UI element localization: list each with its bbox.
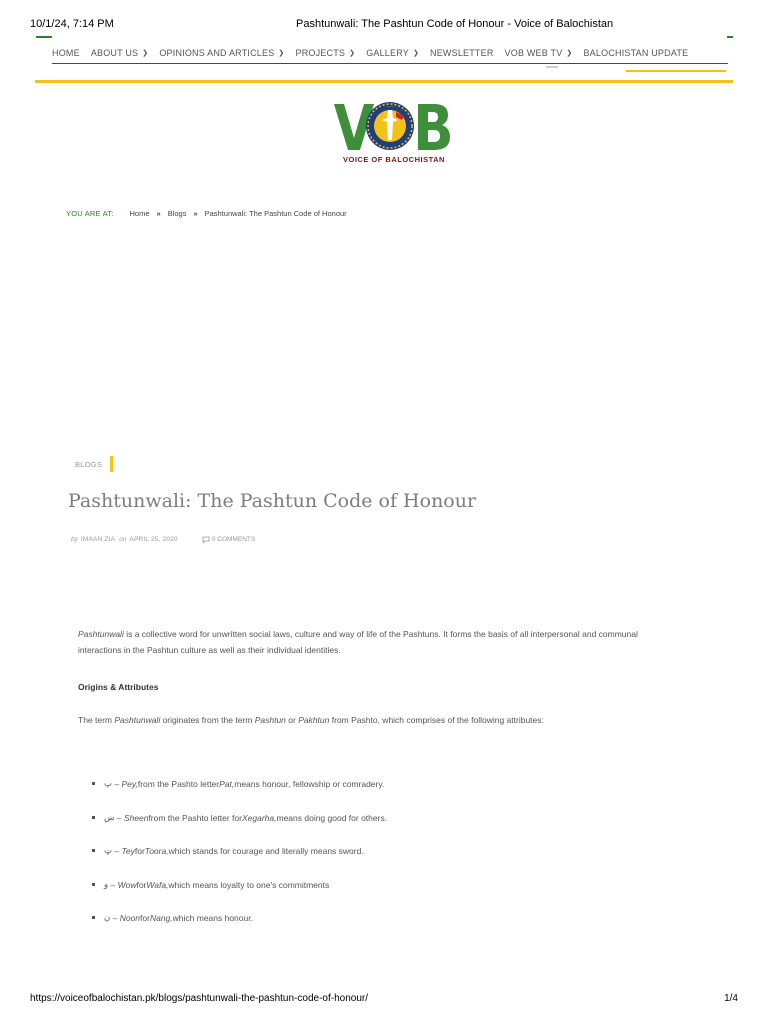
- section-heading: Origins & Attributes: [78, 682, 159, 692]
- list-word: Wafa,: [146, 879, 169, 890]
- nav-label: GALLERY: [366, 48, 409, 58]
- list-item: ښ – Sheen from the Pashto letter for Xegarha, means doing good for others.: [92, 812, 387, 823]
- comments-link[interactable]: [202, 536, 255, 543]
- nav-divider: [52, 63, 728, 64]
- chevron-down-icon: ❯: [278, 50, 285, 57]
- category-label: BLOGS: [75, 459, 103, 469]
- svg-text:·······: ·······: [386, 105, 394, 109]
- list-text: for: [140, 912, 150, 923]
- main-nav: [52, 44, 699, 62]
- logo-caption: VOICE OF BALOCHISTAN: [343, 155, 445, 164]
- bullet: [92, 916, 95, 919]
- meta-author[interactable]: IMAAN ZIA: [80, 536, 116, 543]
- letter-name: Wow: [117, 879, 137, 890]
- breadcrumb-current: Pashtunwali: The Pashtun Code of Honour: [204, 209, 347, 218]
- meta-date: APRIL 25, 2020: [129, 536, 178, 543]
- bullet: [92, 883, 95, 886]
- list-text: from the Pashto letter: [137, 778, 220, 789]
- nav-label: OPINIONS AND ARTICLES: [159, 48, 275, 58]
- nav-label: ABOUT US: [90, 48, 139, 58]
- article-paragraph: [78, 712, 708, 728]
- pashto-letter: ښ: [104, 812, 115, 822]
- nav-item-projects[interactable]: [296, 48, 356, 58]
- paragraph-text: from Pashto, which comprises of the following attributes:: [329, 715, 544, 725]
- list-item: ټ – Tey for Toora, which stands for courage and literally means sword.: [92, 845, 364, 856]
- letter-name: Tey: [121, 845, 135, 856]
- breadcrumb-separator: »: [156, 209, 161, 218]
- nav-label: NEWSLETTER: [430, 48, 494, 58]
- term: Pakhtun: [298, 715, 330, 725]
- pashto-letter: و: [104, 879, 109, 889]
- category-accent-bar: [110, 456, 113, 472]
- paragraph-text: The term: [78, 715, 115, 725]
- meta-by: by: [71, 536, 78, 543]
- paragraph-text: is a collective word for unwritten social laws, culture and way of life of the Pashtuns. It forms the basis of all interpersonal and communal: [123, 629, 638, 639]
- list-word: Toora,: [144, 845, 169, 856]
- nav-label: VOB WEB TV: [504, 48, 563, 58]
- comment-icon: [202, 536, 210, 543]
- paragraph-text: interactions in the Pashtun culture as well as their individual identities.: [78, 645, 341, 655]
- post-category[interactable]: [75, 456, 113, 472]
- header-accent-left: [36, 36, 52, 38]
- nav-item-vob-web-tv[interactable]: [505, 48, 573, 58]
- chevron-down-icon: ❯: [566, 50, 573, 57]
- nav-item-gallery[interactable]: [366, 48, 419, 58]
- logo-mark: [332, 98, 452, 156]
- breadcrumb-blogs[interactable]: Blogs: [167, 209, 187, 218]
- term: Pashtunwali: [114, 715, 161, 725]
- breadcrumb-lead: YOU ARE AT:: [66, 209, 114, 218]
- header-accent-right: [727, 36, 733, 38]
- chevron-down-icon: ❯: [349, 50, 356, 57]
- print-url: https://voiceofbalochistan.pk/blogs/pashtunwali-the-pashtun-code-of-honour/: [30, 993, 368, 1004]
- term: Pashtun: [254, 715, 286, 725]
- list-text: which means loyalty to one's commitments: [168, 879, 330, 890]
- nav-accent-line: [626, 70, 726, 72]
- bullet: [92, 782, 95, 785]
- nav-item-about-us[interactable]: [91, 48, 149, 58]
- chevron-down-icon: ❯: [412, 50, 420, 57]
- breadcrumb-home[interactable]: Home: [129, 209, 150, 218]
- article-paragraph: [78, 626, 708, 658]
- list-item: پ – Pey, from the Pashto letter Pat, means honour, fellowship or comradery.: [92, 778, 384, 789]
- meta-on: on: [119, 536, 127, 543]
- nav-item-opinions[interactable]: [159, 48, 284, 58]
- bullet: [92, 849, 95, 852]
- post-meta: [71, 536, 255, 543]
- letter-name: Noon: [119, 912, 141, 923]
- nav-label: PROJECTS: [295, 48, 346, 58]
- nav-item-home[interactable]: [52, 48, 80, 58]
- nav-label: BALOCHISTAN UPDATE: [583, 48, 689, 58]
- list-text: which stands for courage and literally means sword.: [168, 845, 364, 856]
- pashto-letter: پ: [104, 778, 113, 788]
- list-text: which means honour.: [172, 912, 253, 923]
- site-logo[interactable]: [332, 98, 452, 168]
- list-text: means doing good for others.: [276, 812, 388, 823]
- breadcrumb-separator: »: [193, 209, 198, 218]
- list-item: ن – Noon for Nang, which means honour.: [92, 912, 253, 923]
- comments-count: 0 COMMENTS: [211, 536, 256, 543]
- paragraph-text: or: [285, 715, 299, 725]
- list-item: و – Wow for Wafa, which means loyalty to one's commitments: [92, 879, 329, 890]
- breadcrumb: [66, 209, 347, 218]
- chevron-down-icon: ❯: [142, 50, 149, 57]
- nav-divider-stub: [546, 66, 558, 68]
- bullet: [92, 816, 95, 819]
- letter-name: Sheen: [123, 812, 149, 823]
- nav-label: HOME: [52, 48, 80, 58]
- letter-name: Pey,: [121, 778, 138, 789]
- print-datetime: 10/1/24, 7:14 PM: [30, 18, 114, 30]
- pashto-letter: ن: [104, 912, 111, 922]
- pashto-letter: ټ: [104, 845, 113, 855]
- post-title: Pashtunwali: The Pashtun Code of Honour: [68, 490, 477, 512]
- list-text: from the Pashto letter for: [148, 812, 242, 823]
- header-gold-bar: [35, 80, 733, 83]
- print-page-title: Pashtunwali: The Pashtun Code of Honour - Voice of Balochistan: [296, 18, 614, 30]
- list-text: means honour, fellowship or comradery.: [234, 778, 385, 789]
- list-word: Pat,: [219, 778, 235, 789]
- list-word: Xegarha,: [241, 812, 277, 823]
- nav-item-balochistan-update[interactable]: [583, 48, 688, 58]
- paragraph-text: originates from the term: [160, 715, 255, 725]
- list-text: for: [136, 879, 147, 890]
- list-word: Nang,: [149, 912, 173, 923]
- print-page-number: 1/4: [724, 993, 738, 1004]
- list-text: for: [134, 845, 145, 856]
- term-pashtunwali: Pashtunwali: [78, 629, 124, 639]
- nav-item-newsletter[interactable]: [430, 48, 494, 58]
